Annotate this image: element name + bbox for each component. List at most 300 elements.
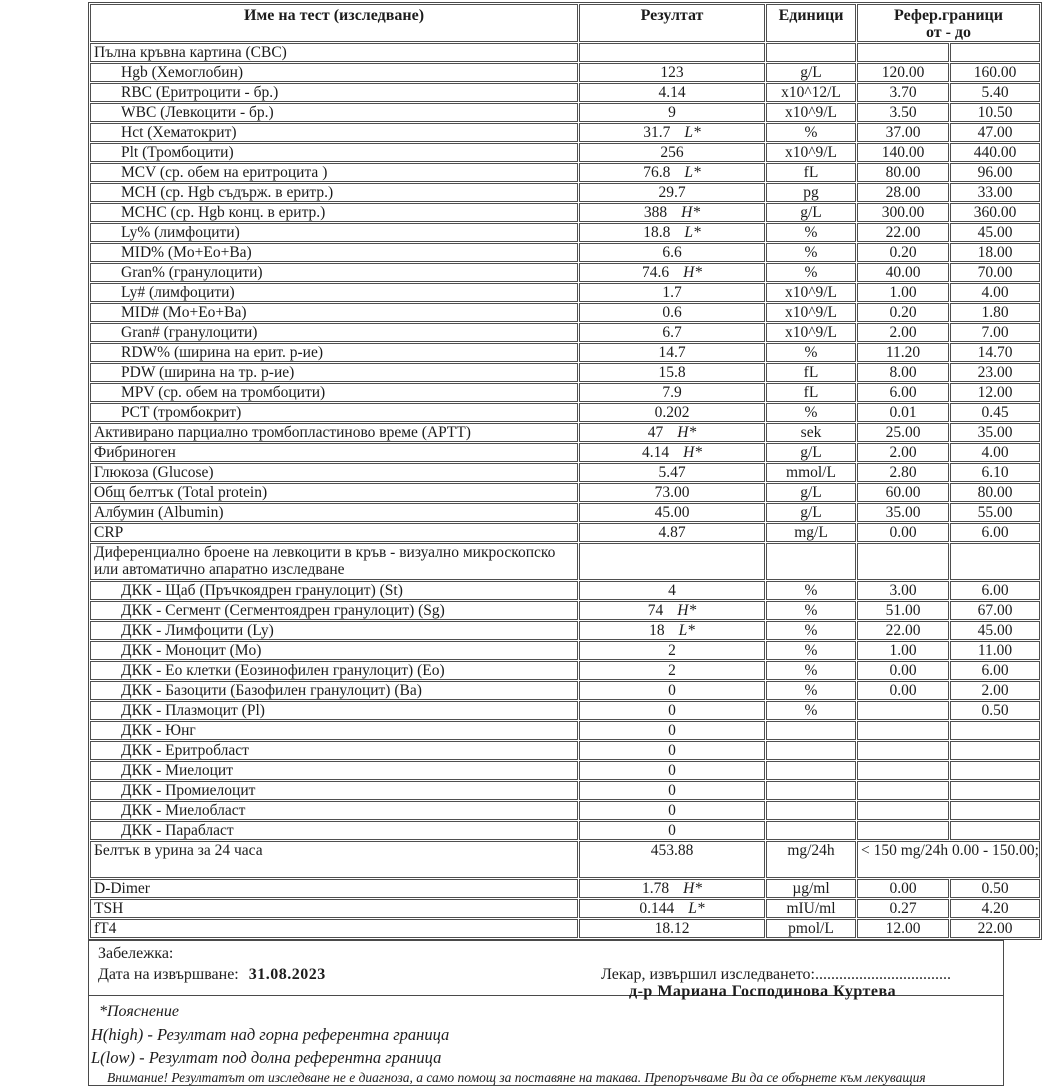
units-cell: x10^12/L <box>766 83 856 102</box>
result-value: 45.00 <box>654 504 690 521</box>
result-cell <box>579 503 765 522</box>
result-cell <box>579 103 765 122</box>
table-row <box>90 283 1040 302</box>
result-cell <box>579 223 765 242</box>
table-row <box>90 721 1040 740</box>
ref-from-cell: 3.00 <box>857 581 949 600</box>
ref-from-cell: 25.00 <box>857 423 949 442</box>
test-name-cell: ДКК - Ео клетки (Еозинофилен гранулоцит) (Eo) <box>90 661 578 680</box>
ref-from-cell: 80.00 <box>857 163 949 182</box>
table-row <box>90 761 1040 780</box>
ref-to-cell: 7.00 <box>950 323 1040 342</box>
ref-to-cell: 0.50 <box>950 879 1040 898</box>
ref-to-cell: 5.40 <box>950 83 1040 102</box>
result-value: 18.12 <box>654 920 690 937</box>
ref-to-cell: 47.00 <box>950 123 1040 142</box>
units-cell: pmol/L <box>766 919 856 938</box>
abnormal-flag: H* <box>683 264 703 281</box>
result-value: 9 <box>668 104 676 121</box>
table-row <box>90 601 1040 620</box>
ref-to-cell: 67.00 <box>950 601 1040 620</box>
test-name-cell: D-Dimer <box>90 879 578 898</box>
ref-to-cell: 45.00 <box>950 621 1040 640</box>
test-name-cell: Ly# (лимфоцити) <box>90 283 578 302</box>
units-cell: % <box>766 403 856 422</box>
ref-to-cell: 2.00 <box>950 681 1040 700</box>
test-name-cell: ДКК - Лимфоцити (Ly) <box>90 621 578 640</box>
header-units: Единици <box>766 4 856 42</box>
test-name-cell: MCH (ср. Hgb съдърж. в еритр.) <box>90 183 578 202</box>
ref-to-cell: 0.45 <box>950 403 1040 422</box>
result-value: 31.7 <box>643 124 671 141</box>
ref-to-cell: 55.00 <box>950 503 1040 522</box>
abnormal-flag: H* <box>677 424 697 441</box>
result-cell <box>579 343 765 362</box>
test-name-cell: Глюкоза (Glucose) <box>90 463 578 482</box>
ref-to-cell: 6.10 <box>950 463 1040 482</box>
result-value: 1.7 <box>662 284 682 301</box>
result-cell <box>579 741 765 760</box>
table-row <box>90 581 1040 600</box>
table-row <box>90 383 1040 402</box>
units-cell: x10^9/L <box>766 323 856 342</box>
test-name-cell: MID% (Mo+Eo+Ba) <box>90 243 578 262</box>
result-value: 73.00 <box>654 484 690 501</box>
result-value: 7.9 <box>662 384 682 401</box>
test-name-cell: ДКК - Юнг <box>90 721 578 740</box>
ref-from-cell: 51.00 <box>857 601 949 620</box>
ref-from-cell: 40.00 <box>857 263 949 282</box>
ref-to-cell: 4.20 <box>950 899 1040 918</box>
result-value: 4 <box>668 582 676 599</box>
ref-from-cell: 0.00 <box>857 523 949 542</box>
result-value: 47 <box>647 424 664 441</box>
result-cell <box>579 681 765 700</box>
units-cell: % <box>766 701 856 720</box>
result-cell <box>579 601 765 620</box>
exam-date-value: 31.08.2023 <box>248 966 326 983</box>
ref-from-cell: 0.20 <box>857 243 949 262</box>
table-row <box>90 821 1040 840</box>
table-row <box>90 183 1040 202</box>
result-cell <box>579 363 765 382</box>
result-value: 18 <box>649 622 665 639</box>
table-row <box>90 621 1040 640</box>
units-cell: % <box>766 621 856 640</box>
ref-to-cell: 12.00 <box>950 383 1040 402</box>
ref-to-cell <box>950 543 1040 580</box>
units-cell: mg/24h <box>766 841 856 878</box>
ref-from-cell: 0.00 <box>857 661 949 680</box>
ref-from-cell: 22.00 <box>857 621 949 640</box>
ref-range-merged-cell: < 150 mg/24h 0.00 - 150.00; <box>857 841 1040 878</box>
ref-from-cell: 8.00 <box>857 363 949 382</box>
units-cell: % <box>766 681 856 700</box>
header-ref-sub: от - до <box>925 24 972 41</box>
table-row <box>90 63 1040 82</box>
table-header-row <box>90 4 1040 42</box>
ref-from-cell: 0.01 <box>857 403 949 422</box>
table-row <box>90 123 1040 142</box>
test-name-cell: Активирано парциално тромбопластиново време (APTT) <box>90 423 578 442</box>
ref-from-cell <box>857 43 949 62</box>
header-ref-range <box>857 4 1040 42</box>
abnormal-flag: H* <box>683 444 703 461</box>
result-cell <box>579 43 765 62</box>
ref-from-cell: 35.00 <box>857 503 949 522</box>
ref-to-cell: 14.70 <box>950 343 1040 362</box>
result-cell <box>579 263 765 282</box>
table-row <box>90 741 1040 760</box>
test-name-cell: TSH <box>90 899 578 918</box>
result-value: 6.7 <box>662 324 682 341</box>
units-cell <box>766 721 856 740</box>
legend-high-explanation: H(high) - Резултат над горна референтна граница <box>91 1025 450 1044</box>
result-cell <box>579 123 765 142</box>
legend-low-explanation: L(low) - Резултат под долна референтна граница <box>91 1048 442 1067</box>
result-cell <box>579 761 765 780</box>
ref-from-cell: 0.00 <box>857 681 949 700</box>
result-cell <box>579 641 765 660</box>
table-row <box>90 203 1040 222</box>
results-table-body <box>90 43 1040 938</box>
result-cell <box>579 781 765 800</box>
result-value: 4.14 <box>658 84 686 101</box>
ref-from-cell: 28.00 <box>857 183 949 202</box>
result-cell <box>579 243 765 262</box>
units-cell: % <box>766 661 856 680</box>
result-cell <box>579 83 765 102</box>
ref-to-cell: 45.00 <box>950 223 1040 242</box>
test-name-cell: Ly% (лимфоцити) <box>90 223 578 242</box>
result-value: 4.87 <box>658 524 686 541</box>
abnormal-flag: H* <box>677 602 697 619</box>
units-cell: % <box>766 641 856 660</box>
test-name-cell: fT4 <box>90 919 578 938</box>
doctor-label: Лекар, извършил изследването:.................................. <box>601 966 951 983</box>
table-row <box>90 143 1040 162</box>
table-row <box>90 879 1040 898</box>
table-row <box>90 681 1040 700</box>
units-cell <box>766 821 856 840</box>
table-row <box>90 243 1040 262</box>
result-cell <box>579 919 765 938</box>
units-cell: fL <box>766 163 856 182</box>
result-cell <box>579 443 765 462</box>
units-cell: x10^9/L <box>766 103 856 122</box>
exam-date-line <box>98 966 326 984</box>
units-cell: % <box>766 243 856 262</box>
test-name-cell: Gran# (гранулоцити) <box>90 323 578 342</box>
table-row <box>90 163 1040 182</box>
test-name-cell: MPV (ср. обем на тромбоцити) <box>90 383 578 402</box>
test-name-cell: RBC (Еритроцити - бр.) <box>90 83 578 102</box>
units-cell <box>766 741 856 760</box>
result-cell <box>579 323 765 342</box>
table-row <box>90 841 1040 878</box>
table-row <box>90 83 1040 102</box>
table-row <box>90 543 1040 580</box>
result-cell <box>579 661 765 680</box>
ref-from-cell: 0.20 <box>857 303 949 322</box>
test-name-cell: ДКК - Промиелоцит <box>90 781 578 800</box>
result-value: 0.144 <box>639 900 675 917</box>
ref-from-cell: 2.00 <box>857 323 949 342</box>
abnormal-flag: L* <box>688 900 705 917</box>
table-row <box>90 403 1040 422</box>
result-value: 18.8 <box>643 224 671 241</box>
result-cell <box>579 621 765 640</box>
result-value: 123 <box>660 64 684 81</box>
result-value: 0.6 <box>662 304 682 321</box>
test-name-cell: Фибриноген <box>90 443 578 462</box>
units-cell: % <box>766 123 856 142</box>
exam-date-label: Дата на извършване: <box>98 966 239 983</box>
table-row <box>90 363 1040 382</box>
test-name-cell: Пълна кръвна картина (CBC) <box>90 43 578 62</box>
result-cell <box>579 303 765 322</box>
test-name-cell: Белтък в урина за 24 часа <box>90 841 578 878</box>
test-name-cell: MCHC (ср. Hgb конц. в еритр.) <box>90 203 578 222</box>
result-cell <box>579 523 765 542</box>
test-name-cell: CRP <box>90 523 578 542</box>
result-cell <box>579 63 765 82</box>
units-cell: pg <box>766 183 856 202</box>
ref-from-cell: 12.00 <box>857 919 949 938</box>
result-cell <box>579 403 765 422</box>
result-cell <box>579 383 765 402</box>
header-test-name: Име на тест (изследване) <box>90 4 578 42</box>
result-cell <box>579 701 765 720</box>
test-name-cell: WBC (Левкоцити - бр.) <box>90 103 578 122</box>
test-name-cell: Албумин (Albumin) <box>90 503 578 522</box>
remark-label: Забележка: <box>98 945 174 962</box>
units-cell: g/L <box>766 63 856 82</box>
units-cell: % <box>766 581 856 600</box>
legend-section <box>88 996 1004 1086</box>
doctor-name: д-р Мариана Господинова Куртева <box>629 983 897 1000</box>
ref-to-cell: 4.00 <box>950 443 1040 462</box>
result-value: 29.7 <box>658 184 686 201</box>
ref-to-cell: 4.00 <box>950 283 1040 302</box>
result-value: 1.78 <box>641 880 670 897</box>
table-row <box>90 103 1040 122</box>
table-row <box>90 661 1040 680</box>
test-name-cell: ДКК - Плазмоцит (Pl) <box>90 701 578 720</box>
ref-to-cell <box>950 821 1040 840</box>
units-cell: g/L <box>766 203 856 222</box>
abnormal-flag: L* <box>684 224 701 241</box>
ref-from-cell: 140.00 <box>857 143 949 162</box>
ref-from-cell <box>857 721 949 740</box>
lab-report-page <box>88 2 1042 1086</box>
ref-to-cell: 18.00 <box>950 243 1040 262</box>
results-table <box>88 2 1042 940</box>
ref-from-cell: 2.80 <box>857 463 949 482</box>
result-value: 0 <box>668 702 676 719</box>
test-name-cell: ДКК - Моноцит (Mo) <box>90 641 578 660</box>
result-value: 14.7 <box>658 344 686 361</box>
table-row <box>90 323 1040 342</box>
result-cell <box>579 821 765 840</box>
ref-from-cell: 120.00 <box>857 63 949 82</box>
result-value: 388 <box>643 204 668 221</box>
table-row <box>90 641 1040 660</box>
result-value: 0 <box>668 762 676 779</box>
ref-from-cell: 1.00 <box>857 283 949 302</box>
table-row <box>90 43 1040 62</box>
result-value: 74 <box>647 602 664 619</box>
result-cell <box>579 543 765 580</box>
ref-to-cell: 33.00 <box>950 183 1040 202</box>
result-value: 0 <box>668 722 676 739</box>
test-name-cell: ДКК - Миелоцит <box>90 761 578 780</box>
ref-to-cell: 96.00 <box>950 163 1040 182</box>
test-name-cell: PDW (ширина на тр. р-ие) <box>90 363 578 382</box>
ref-to-cell: 35.00 <box>950 423 1040 442</box>
table-row <box>90 423 1040 442</box>
units-cell: g/L <box>766 503 856 522</box>
units-cell <box>766 781 856 800</box>
result-cell <box>579 283 765 302</box>
ref-from-cell: 37.00 <box>857 123 949 142</box>
result-value: 4.14 <box>641 444 670 461</box>
test-name-cell: RDW% (ширина на ерит. р-ие) <box>90 343 578 362</box>
units-cell: % <box>766 343 856 362</box>
test-name-cell: ДКК - Щаб (Пръчкоядрен гранулоцит) (St) <box>90 581 578 600</box>
legend-warning-text: Внимание! Резултатът от изследване не е диагноза, а само помощ за поставяне на такава. Препоръчваме Ви да се обърнете към лекуващия <box>107 1070 926 1085</box>
units-cell: fL <box>766 383 856 402</box>
test-name-cell: Gran% (гранулоцити) <box>90 263 578 282</box>
ref-from-cell: 3.70 <box>857 83 949 102</box>
ref-to-cell: 6.00 <box>950 581 1040 600</box>
ref-to-cell: 0.50 <box>950 701 1040 720</box>
ref-from-cell: 22.00 <box>857 223 949 242</box>
header-ref-title: Рефер.граници <box>894 7 1003 24</box>
result-value: 2 <box>668 662 676 679</box>
table-row <box>90 523 1040 542</box>
result-cell <box>579 483 765 502</box>
result-value: 0 <box>668 782 676 799</box>
ref-from-cell <box>857 543 949 580</box>
units-cell: mIU/ml <box>766 899 856 918</box>
table-row <box>90 223 1040 242</box>
result-cell <box>579 143 765 162</box>
table-row <box>90 781 1040 800</box>
table-row <box>90 463 1040 482</box>
ref-from-cell: 1.00 <box>857 641 949 660</box>
result-value: 256 <box>660 144 684 161</box>
ref-from-cell: 0.00 <box>857 879 949 898</box>
test-name-cell: ДКК - Сегмент (Сегментоядрен гранулоцит) (Sg) <box>90 601 578 620</box>
ref-to-cell: 70.00 <box>950 263 1040 282</box>
ref-from-cell: 6.00 <box>857 383 949 402</box>
ref-to-cell: 11.00 <box>950 641 1040 660</box>
result-value: 6.6 <box>662 244 682 261</box>
abnormal-flag: H* <box>681 204 701 221</box>
result-value: 5.47 <box>658 464 686 481</box>
ref-to-cell <box>950 721 1040 740</box>
units-cell: x10^9/L <box>766 303 856 322</box>
ref-from-cell <box>857 761 949 780</box>
units-cell: g/L <box>766 443 856 462</box>
test-name-cell: ДКК - Миелобласт <box>90 801 578 820</box>
test-name-cell: Plt (Тромбоцити) <box>90 143 578 162</box>
result-cell <box>579 841 765 878</box>
ref-from-cell: 60.00 <box>857 483 949 502</box>
units-cell: % <box>766 263 856 282</box>
result-cell <box>579 581 765 600</box>
result-value: 0 <box>668 822 676 839</box>
result-value: 453.88 <box>650 842 694 859</box>
test-name-cell: ДКК - Еритробласт <box>90 741 578 760</box>
abnormal-flag: L* <box>678 622 695 639</box>
ref-to-cell: 360.00 <box>950 203 1040 222</box>
units-cell: fL <box>766 363 856 382</box>
table-row <box>90 263 1040 282</box>
table-row <box>90 701 1040 720</box>
ref-from-cell: 2.00 <box>857 443 949 462</box>
result-value: 0 <box>668 742 676 759</box>
ref-from-cell <box>857 741 949 760</box>
ref-from-cell <box>857 801 949 820</box>
ref-to-cell: 6.00 <box>950 661 1040 680</box>
ref-from-cell: 11.20 <box>857 343 949 362</box>
result-cell <box>579 879 765 898</box>
result-value: 0 <box>668 682 676 699</box>
abnormal-flag: H* <box>683 880 703 897</box>
ref-from-cell: 300.00 <box>857 203 949 222</box>
ref-to-cell: 80.00 <box>950 483 1040 502</box>
ref-to-cell: 6.00 <box>950 523 1040 542</box>
result-cell <box>579 899 765 918</box>
test-name-cell: ДКК - Базоцити (Базофилен гранулоцит) (Ba) <box>90 681 578 700</box>
ref-to-cell: 23.00 <box>950 363 1040 382</box>
result-value: 15.8 <box>658 364 686 381</box>
result-cell <box>579 163 765 182</box>
ref-to-cell: 10.50 <box>950 103 1040 122</box>
units-cell <box>766 801 856 820</box>
abnormal-flag: L* <box>684 124 701 141</box>
abnormal-flag: L* <box>684 164 701 181</box>
notes-section <box>88 940 1004 1000</box>
result-value: 0 <box>668 802 676 819</box>
ref-to-cell <box>950 801 1040 820</box>
table-row <box>90 801 1040 820</box>
ref-from-cell <box>857 821 949 840</box>
ref-to-cell <box>950 43 1040 62</box>
result-cell <box>579 801 765 820</box>
test-name-cell: Hgb (Хемоглобин) <box>90 63 578 82</box>
result-cell <box>579 423 765 442</box>
ref-to-cell: 22.00 <box>950 919 1040 938</box>
table-row <box>90 303 1040 322</box>
table-row <box>90 899 1040 918</box>
test-name-cell: Диференциално броене на левкоцити в кръв - визуално микроскопско или автоматично апаратно изследване <box>90 543 578 580</box>
ref-from-cell: 3.50 <box>857 103 949 122</box>
units-cell: sek <box>766 423 856 442</box>
units-cell: % <box>766 223 856 242</box>
ref-to-cell <box>950 761 1040 780</box>
units-cell: µg/ml <box>766 879 856 898</box>
result-value: 0.202 <box>654 404 690 421</box>
table-row <box>90 503 1040 522</box>
ref-to-cell: 160.00 <box>950 63 1040 82</box>
ref-to-cell <box>950 781 1040 800</box>
test-name-cell: ДКК - Парабласт <box>90 821 578 840</box>
table-row <box>90 483 1040 502</box>
units-cell <box>766 43 856 62</box>
